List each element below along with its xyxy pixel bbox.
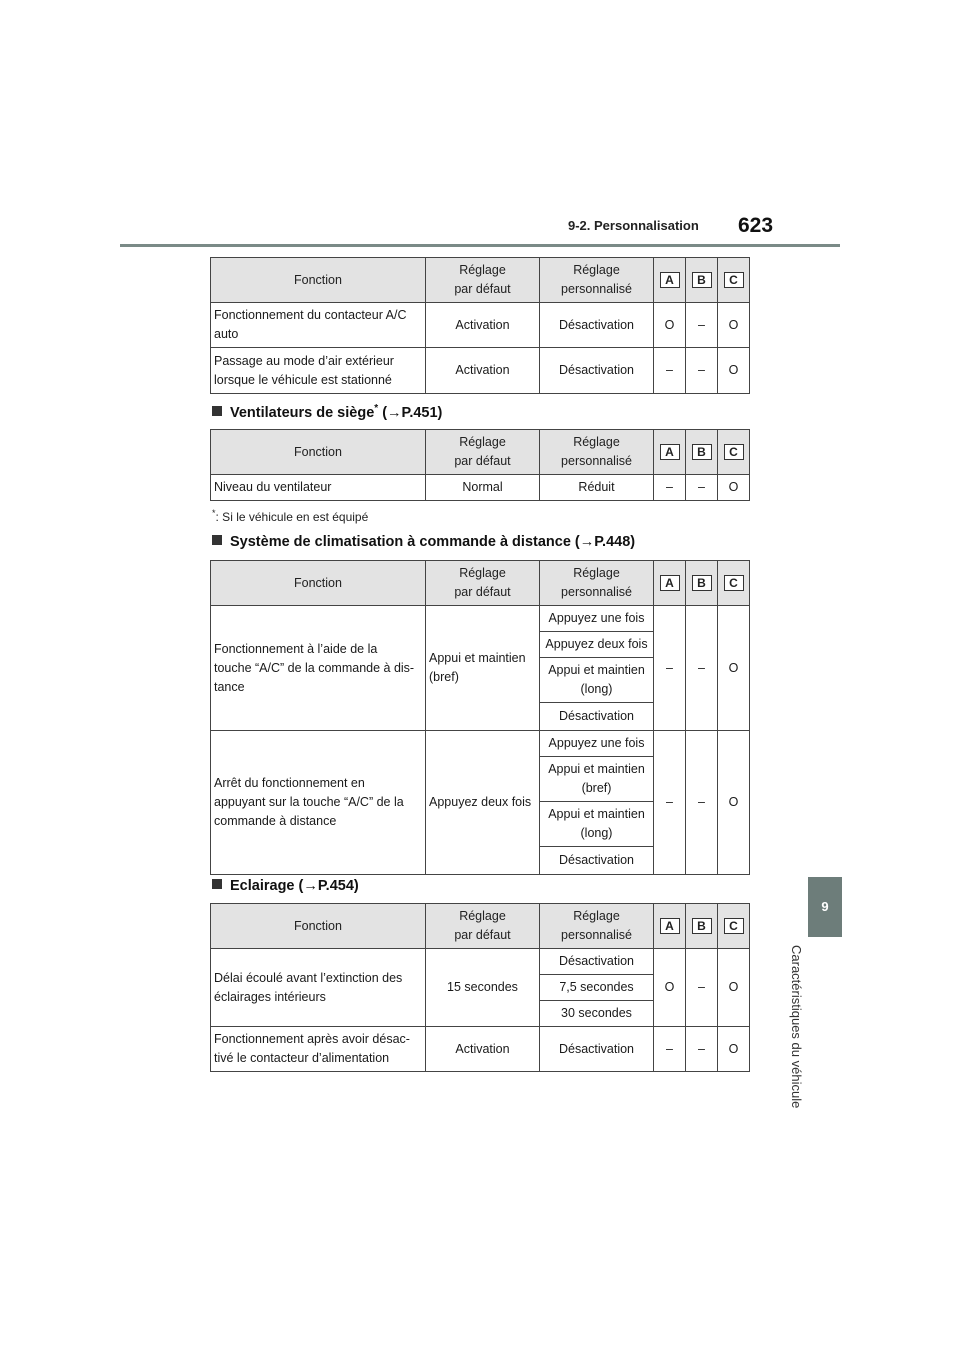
cell-a: O <box>654 303 686 348</box>
cell-perso: Appuyez une fois <box>540 731 654 757</box>
header-fonction: Fonction <box>211 258 426 303</box>
cell-defaut: Activation <box>426 1027 540 1072</box>
cell-c: O <box>718 731 750 875</box>
cell-b: – <box>686 731 718 875</box>
cell-b: – <box>686 348 718 394</box>
cell-c: O <box>718 1027 750 1072</box>
cell-perso: Désactivation <box>540 847 654 875</box>
header-perso: Réglage personnalisé <box>540 430 654 475</box>
table-row <box>211 949 750 975</box>
cell-fonction: Arrêt du fonctionnement en appuyant sur la touche “A/C” de la commande à distance <box>211 731 426 875</box>
cell-b: – <box>686 606 718 731</box>
cell-defaut: Appui et maintien (bref) <box>426 606 540 731</box>
cell-perso: 30 secondes <box>540 1001 654 1027</box>
table-climatisation-distance <box>210 560 750 875</box>
cell-fonction: Fonctionnement à l’aide de la touche “A/C” de la commande à dis- tance <box>211 606 426 731</box>
cell-b: – <box>686 949 718 1027</box>
header-c: C <box>718 904 750 949</box>
table-header-row <box>211 430 750 475</box>
page-number: 623 <box>738 214 774 237</box>
table-row <box>211 1027 750 1072</box>
header-a: A <box>654 430 686 475</box>
header-b: B <box>686 561 718 606</box>
header-fonction: Fonction <box>211 561 426 606</box>
cell-perso: Appuyez deux fois <box>540 632 654 658</box>
cell-fonction: Fonctionnement après avoir désac- tivé le contacteur d’alimentation <box>211 1027 426 1072</box>
cell-fonction: Fonctionnement du contacteur A/C auto <box>211 303 426 348</box>
cell-perso: Appui et maintien (long) <box>540 802 654 847</box>
header-defaut: Réglage par défaut <box>426 904 540 949</box>
cell-defaut: Activation <box>426 303 540 348</box>
bullet-square-icon <box>212 879 222 889</box>
header-perso: Réglage personnalisé <box>540 561 654 606</box>
table-ventilateurs <box>210 429 750 501</box>
bullet-square-icon <box>212 406 222 416</box>
footnote: *: Si le véhicule en est équipé <box>212 508 369 524</box>
table-header-row <box>211 258 750 303</box>
cell-b: – <box>686 475 718 501</box>
cell-c: O <box>718 348 750 394</box>
header-c: C <box>718 258 750 303</box>
header-b: B <box>686 430 718 475</box>
cell-perso: 7,5 secondes <box>540 975 654 1001</box>
header-a: A <box>654 561 686 606</box>
header-a: A <box>654 904 686 949</box>
cell-defaut: Appuyez deux fois <box>426 731 540 875</box>
table-header-row <box>211 561 750 606</box>
cell-perso: Désactivation <box>540 949 654 975</box>
cell-fonction: Niveau du ventilateur <box>211 475 426 501</box>
cell-a: – <box>654 475 686 501</box>
cell-perso: Réduit <box>540 475 654 501</box>
table-row <box>211 606 750 632</box>
cell-defaut: 15 secondes <box>426 949 540 1027</box>
header-c: C <box>718 561 750 606</box>
cell-defaut: Activation <box>426 348 540 394</box>
heading-ventilateurs: Ventilateurs de siège* (→P.451) <box>212 403 442 421</box>
cell-perso: Appui et maintien (bref) <box>540 757 654 802</box>
cell-a: O <box>654 949 686 1027</box>
table-climatisation <box>210 257 750 394</box>
cell-c: O <box>718 949 750 1027</box>
cell-fonction: Passage au mode d’air extérieur lorsque le véhicule est stationné <box>211 348 426 394</box>
header-fonction: Fonction <box>211 904 426 949</box>
cell-a: – <box>654 731 686 875</box>
cell-b: – <box>686 303 718 348</box>
header-b: B <box>686 258 718 303</box>
header-a: A <box>654 258 686 303</box>
header-defaut: Réglage par défaut <box>426 561 540 606</box>
cell-c: O <box>718 606 750 731</box>
header-defaut: Réglage par défaut <box>426 430 540 475</box>
header-rule <box>120 244 840 247</box>
table-row <box>211 348 750 394</box>
cell-perso: Désactivation <box>540 1027 654 1072</box>
header-fonction: Fonction <box>211 430 426 475</box>
table-eclairage <box>210 903 750 1072</box>
cell-perso: Appuyez une fois <box>540 606 654 632</box>
table-row <box>211 475 750 501</box>
header-defaut: Réglage par défaut <box>426 258 540 303</box>
bullet-square-icon <box>212 535 222 545</box>
cell-perso: Désactivation <box>540 348 654 394</box>
cell-c: O <box>718 475 750 501</box>
cell-c: O <box>718 303 750 348</box>
heading-eclairage: Eclairage (→P.454) <box>212 878 359 894</box>
header-b: B <box>686 904 718 949</box>
cell-b: – <box>686 1027 718 1072</box>
heading-climatisation-distance: Système de climatisation à commande à distance (→P.448) <box>212 534 635 550</box>
section-label: 9-2. Personnalisation <box>568 218 699 233</box>
cell-defaut: Normal <box>426 475 540 501</box>
header-perso: Réglage personnalisé <box>540 904 654 949</box>
chapter-label: Caractéristiques du véhicule <box>789 945 804 1109</box>
table-row <box>211 731 750 757</box>
chapter-tab[interactable]: 9 <box>808 877 842 937</box>
table-header-row <box>211 904 750 949</box>
cell-perso: Désactivation <box>540 703 654 731</box>
cell-fonction: Délai écoulé avant l’extinction des éclairages intérieurs <box>211 949 426 1027</box>
header-perso: Réglage personnalisé <box>540 258 654 303</box>
table-row <box>211 303 750 348</box>
cell-perso: Désactivation <box>540 303 654 348</box>
cell-a: – <box>654 348 686 394</box>
header-c: C <box>718 430 750 475</box>
cell-a: – <box>654 1027 686 1072</box>
cell-a: – <box>654 606 686 731</box>
cell-perso: Appui et maintien (long) <box>540 658 654 703</box>
